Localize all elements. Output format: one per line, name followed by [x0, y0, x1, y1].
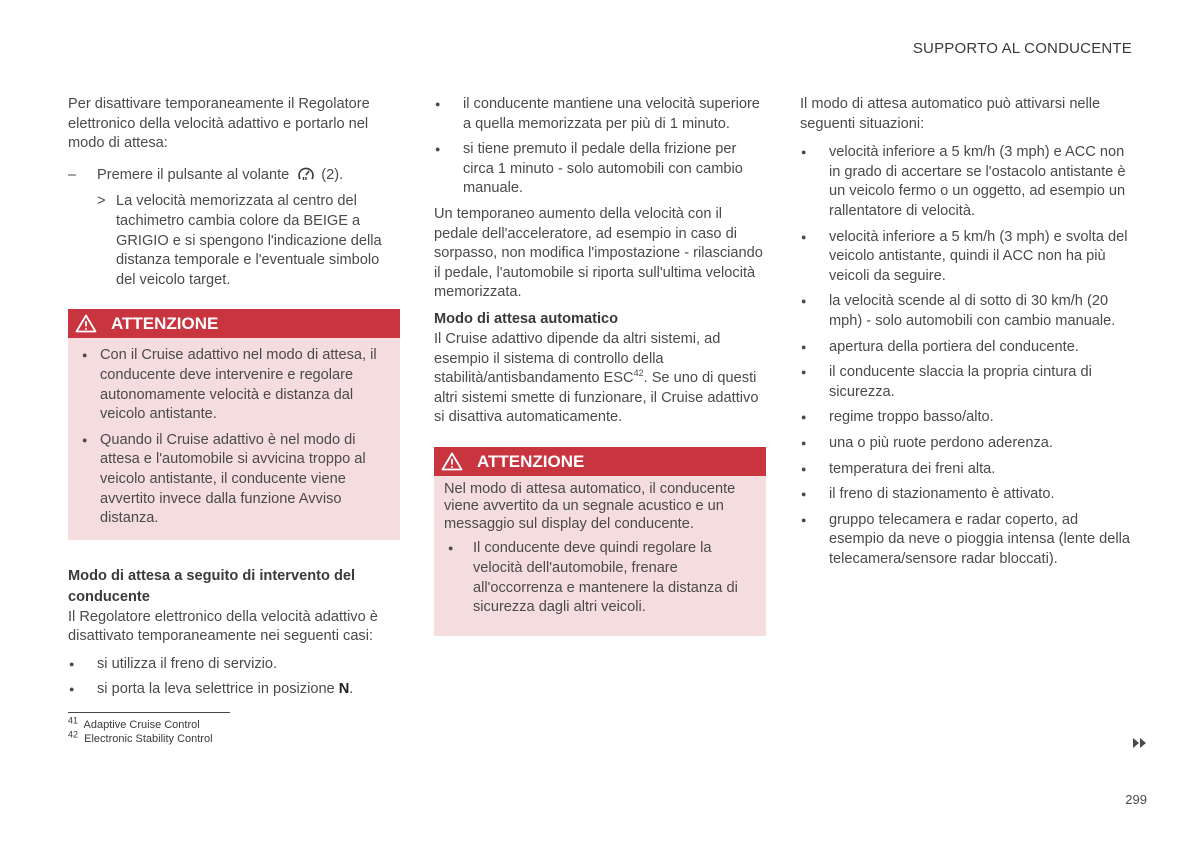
list-item: ● velocità inferiore a 5 km/h (3 mph) e svolta del veicolo antistante, quindi il ACC non ha più veicoli da seguire.	[800, 228, 1132, 287]
paragraph: Il Regolatore elettronico della velocità adattivo è disattivato temporaneamente nei seguenti casi:	[68, 608, 378, 645]
step-text-end: (2).	[321, 166, 344, 183]
warning-body	[68, 338, 400, 539]
footnote-text: Electronic Stability Control	[84, 733, 213, 745]
footnote-number: 41	[68, 715, 79, 726]
footnotes	[68, 712, 230, 746]
intro-paragraph: Il modo di attesa automatico può attivarsi nelle seguenti situazioni:	[800, 96, 1101, 132]
list-item: ● il conducente slaccia la propria cintura di sicurezza.	[800, 363, 1132, 402]
warning-box	[68, 309, 400, 539]
footnote-number: 42	[68, 729, 79, 740]
intro-paragraph: Per disattivare temporaneamente il Regolatore elettronico della velocità adattivo e portarlo nel modo di attesa:	[68, 96, 370, 152]
warning-title: ATTENZIONE	[477, 451, 585, 471]
warning-text: Nel modo di attesa automatico, il conducente viene avvertito da un segnale acustico e un messaggio sul display del conducente.	[444, 480, 736, 532]
column-1	[68, 95, 400, 706]
list-item: ● velocità inferiore a 5 km/h (3 mph) e ACC non in grado di accertare se l'ostacolo antistante è un veicolo fermo o un oggetto, ad esempio un rallentatore di velocità.	[800, 143, 1132, 221]
list-item: ● regime troppo basso/alto.	[800, 408, 1132, 428]
list-item-text: si porta la leva selettrice in posizione	[97, 681, 335, 698]
section-heading: Modo di attesa a seguito di intervento del conducente	[68, 567, 356, 605]
result-marker: >	[97, 193, 106, 210]
step-text: Premere il pulsante al volante	[97, 166, 290, 183]
column-2	[434, 95, 766, 636]
instruction-step	[68, 166, 400, 189]
paragraph	[434, 330, 766, 428]
list-item: ● apertura della portiera del conducente.	[800, 338, 1132, 358]
gear-letter: N	[338, 681, 350, 698]
list-item: ● una o più ruote perdono aderenza.	[800, 434, 1132, 454]
step-result	[68, 192, 400, 290]
warning-triangle-icon	[441, 452, 463, 471]
cruise-pause-icon	[297, 166, 315, 189]
section-title: SUPPORTO AL CONDUCENTE	[912, 40, 1132, 57]
double-chevron-right-icon	[1132, 736, 1148, 754]
result-text: La velocità memorizzata al centro del tachimetro cambia colore da BEIGE a GRIGIO e si spengono l'indicazione della distanza temporale e l'eventuale simbolo del veicolo target.	[116, 193, 382, 288]
warning-triangle-icon	[75, 314, 97, 333]
list-item: ● Quando il Cruise adattivo è nel modo di attesa e l'automobile si avvicina troppo al veicolo antistante, il conducente viene avvertito invece dalla funzione Avviso distanza.	[78, 431, 390, 529]
paragraph-text: Il Cruise adattivo dipende da altri sistemi, ad esempio il sistema di controllo della stabilità/antisbandamento ESC	[434, 330, 721, 387]
list-item	[68, 680, 400, 700]
section-heading: Modo di attesa automatico	[434, 310, 619, 327]
dash-marker: –	[68, 166, 77, 183]
footnote	[68, 715, 230, 732]
list-item: ● Il conducente deve quindi regolare la velocità dell'automobile, frenare all'occorrenza e mantenere la distanza di sicurezza dagli altri veicoli.	[444, 539, 756, 617]
list-item: ● il conducente mantiene una velocità superiore a quella memorizzata per più di 1 minuto.	[434, 95, 766, 134]
list-item: ● temperatura dei freni alta.	[800, 460, 1132, 480]
footnote-ref: 42	[633, 368, 644, 379]
paragraph-text-end: . Se uno di questi altri sistemi smette di funzionare, il Cruise adattivo si disattiva automaticamente.	[434, 370, 759, 426]
page-number: 299	[1125, 792, 1147, 807]
list-item: ● il freno di stazionamento è attivato.	[800, 485, 1132, 505]
list-item: ● si tiene premuto il pedale della frizione per circa 1 minuto - solo automobili con cambio manuale.	[434, 140, 766, 199]
paragraph: Un temporaneo aumento della velocità con il pedale dell'acceleratore, ad esempio in caso di sorpasso, non modifica l'impostazione - rilasciando il pedale, l'automobile si riporta sull'ultima velocità memorizzata.	[434, 205, 763, 301]
list-item: ● Con il Cruise adattivo nel modo di attesa, il conducente deve intervenire e regolare autonomamente velocità e distanza dal veicolo antistante.	[78, 346, 390, 424]
list-item: ● la velocità scende al di sotto di 30 km/h (20 mph) - solo automobili con cambio manuale.	[800, 292, 1132, 331]
warning-header	[68, 309, 400, 338]
list-item: ● gruppo telecamera e radar coperto, ad esempio da neve o pioggia intensa (lente della telecamera/sensore radar bloccati).	[800, 511, 1132, 570]
warning-header	[434, 447, 766, 476]
column-3	[800, 95, 1132, 575]
warning-title: ATTENZIONE	[111, 314, 219, 334]
footnote-text: Adaptive Cruise Control	[83, 719, 200, 731]
warning-box	[434, 447, 766, 636]
list-item: ● si utilizza il freno di servizio.	[68, 655, 400, 675]
period: .	[349, 681, 354, 698]
warning-body	[434, 476, 766, 636]
footnote	[68, 729, 230, 746]
